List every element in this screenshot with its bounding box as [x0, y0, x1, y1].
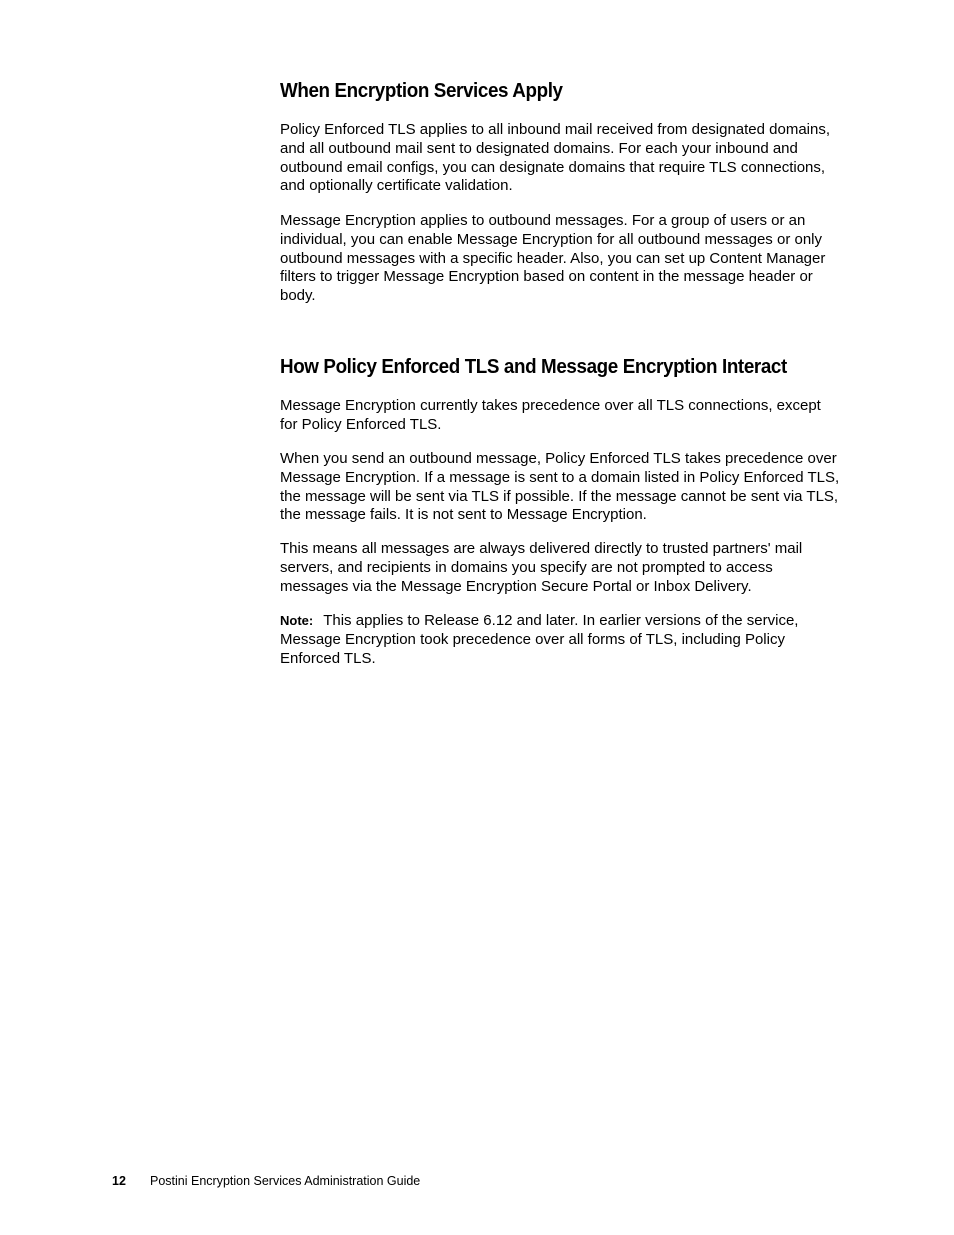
paragraph-policy-enforced-tls: Policy Enforced TLS applies to all inbound mail received from designated domains, and all outbound mail sent to designated domains. For each your inbound and outbound email configs, you can designate domains that require TLS connections, and optionally certificate validation. — [280, 121, 831, 195]
section-heading-when-encryption-services-apply: When Encryption Services Apply — [280, 80, 563, 102]
page-footer — [112, 1174, 420, 1188]
document-title: Postini Encryption Services Administration Guide — [150, 1174, 421, 1188]
paragraph-delivery: This means all messages are always delivered directly to trusted partners' mail servers, and recipients in domains you specify are not prompted to access messages via the Message Encryption Secure Portal or Inbox Delivery. — [280, 540, 803, 595]
note-label: Note: — [280, 613, 314, 628]
paragraph-outbound-message: When you send an outbound message, Policy Enforced TLS takes precedence over Message Encryption. If a message is sent to a domain listed in Policy Enforced TLS, the message will be sent via TLS if possible. If the message cannot be sent via TLS, the message fails. It is not sent to Message Encryption. — [280, 450, 840, 524]
paragraph-message-encryption: Message Encryption applies to outbound messages. For a group of users or an individual, you can enable Message Encryption for all outbound messages or only outbound messages with a specific header. Also, you can set up Content Manager filters to trigger Message Encryption based on content in the message header or body. — [280, 212, 826, 304]
paragraph-precedence: Message Encryption currently takes precedence over all TLS connections, except for Policy Enforced TLS. — [280, 397, 821, 433]
section-heading-how-tls-and-encryption-interact: How Policy Enforced TLS and Message Encryption Interact — [280, 356, 787, 378]
page-number: 12 — [112, 1174, 126, 1188]
note-block — [280, 612, 842, 668]
note-text: This applies to Release 6.12 and later. In earlier versions of the service, Message Encryption took precedence over all forms of TLS, including Policy Enforced TLS. — [280, 612, 799, 667]
